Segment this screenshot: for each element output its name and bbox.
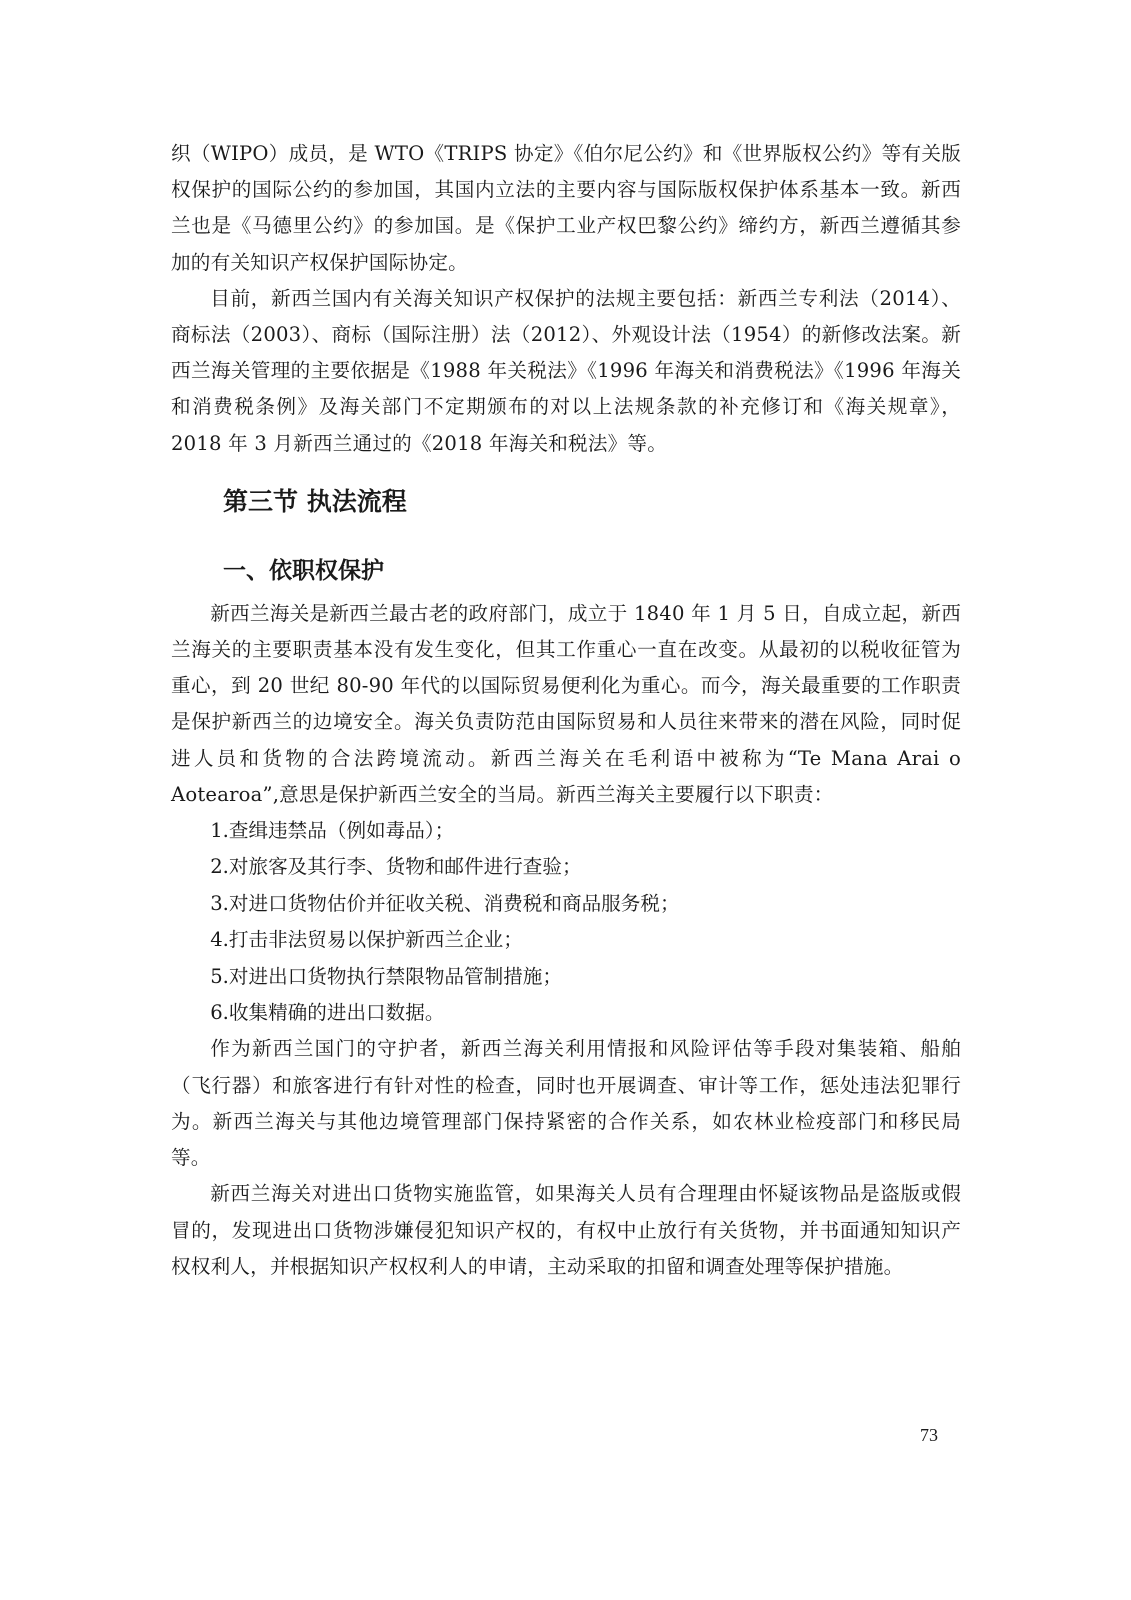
list-item: 3.对进口货物估价并征收关税、消费税和商品服务税；	[210, 891, 680, 915]
list-item: 1.查缉违禁品（例如毒品）；	[210, 819, 455, 843]
page-content	[171, 136, 961, 1285]
paragraph-wipo-membership: 织（WIPO）成员，是 WTO《TRIPS 协定》《伯尔尼公约》和《世界版权公约》等有关版权保护的国际公约的参加国，其国内立法的主要内容与国际版权保护体系基本一致。新西兰也是《马德里公约》的参加国。是《保护工业产权巴黎公约》缔约方，新西兰遵循其参加的有关知识产权保护国际协定。	[171, 142, 961, 274]
paragraph-border-guardian: 作为新西兰国门的守护者，新西兰海关利用情报和风险评估等手段对集装箱、船舶（飞行器）和旅客进行有针对性的检查，同时也开展调查、审计等工作，惩处违法犯罪行为。新西兰海关与其他边境管理部门保持紧密的合作关系，如农林业检疫部门和移民局等。	[171, 1037, 961, 1170]
page-number: 73	[920, 1425, 938, 1445]
list-item: 5.对进出口货物执行禁限物品管制措施；	[210, 964, 562, 988]
paragraph-ip-enforcement: 新西兰海关对进出口货物实施监管，如果海关人员有合理理由怀疑该物品是盗版或假冒的，发现进出口货物涉嫌侵犯知识产权的，有权中止放行有关货物，并书面通知知识产权权利人，并根据知识产权权利人的申请，主动采取的扣留和调查处理等保护措施。	[171, 1182, 961, 1278]
paragraph-customs-history: 新西兰海关是新西兰最古老的政府部门，成立于 1840 年 1 月 5 日，自成立起，新西兰海关的主要职责基本没有发生变化，但其工作重心一直在改变。从最初的以税收征管为重心，到 20 世纪 80-90 年代的以国际贸易便利化为重心。而今，海关最重要的工作职责是保护新西兰的边境安全。海关负责防范由国际贸易和人员往来带来的潜在风险，同时促进人员和货物的合法跨境流动。新西兰海关在毛利语中被称为“Te Mana Arai o Aotearoa”,意思是保护新西兰安全的当局。新西兰海关主要履行以下职责：	[171, 601, 961, 806]
paragraph-ip-laws: 目前，新西兰国内有关海关知识产权保护的法规主要包括：新西兰专利法（2014）、商标法（2003）、商标（国际注册）法（2012）、外观设计法（1954）的新修改法案。新西兰海关管理的主要依据是《1988 年关税法》《1996 年海关和消费税法》《1996 年海关和消费税条例》及海关部门不定期颁布的对以上法规条款的补充修订和《海关规章》，2018 年 3 月新西兰通过的《2018 年海关和税法》等。	[171, 286, 961, 455]
subsection-title: 一、依职权保护	[223, 557, 384, 584]
list-item: 6.收集精确的进出口数据。	[210, 1001, 445, 1025]
list-item: 2.对旅客及其行李、货物和邮件进行查验；	[210, 855, 582, 879]
section-title: 第三节 执法流程	[223, 486, 407, 516]
duties-list	[171, 813, 961, 1031]
list-item: 4.打击非法贸易以保护新西兰企业；	[210, 928, 523, 952]
